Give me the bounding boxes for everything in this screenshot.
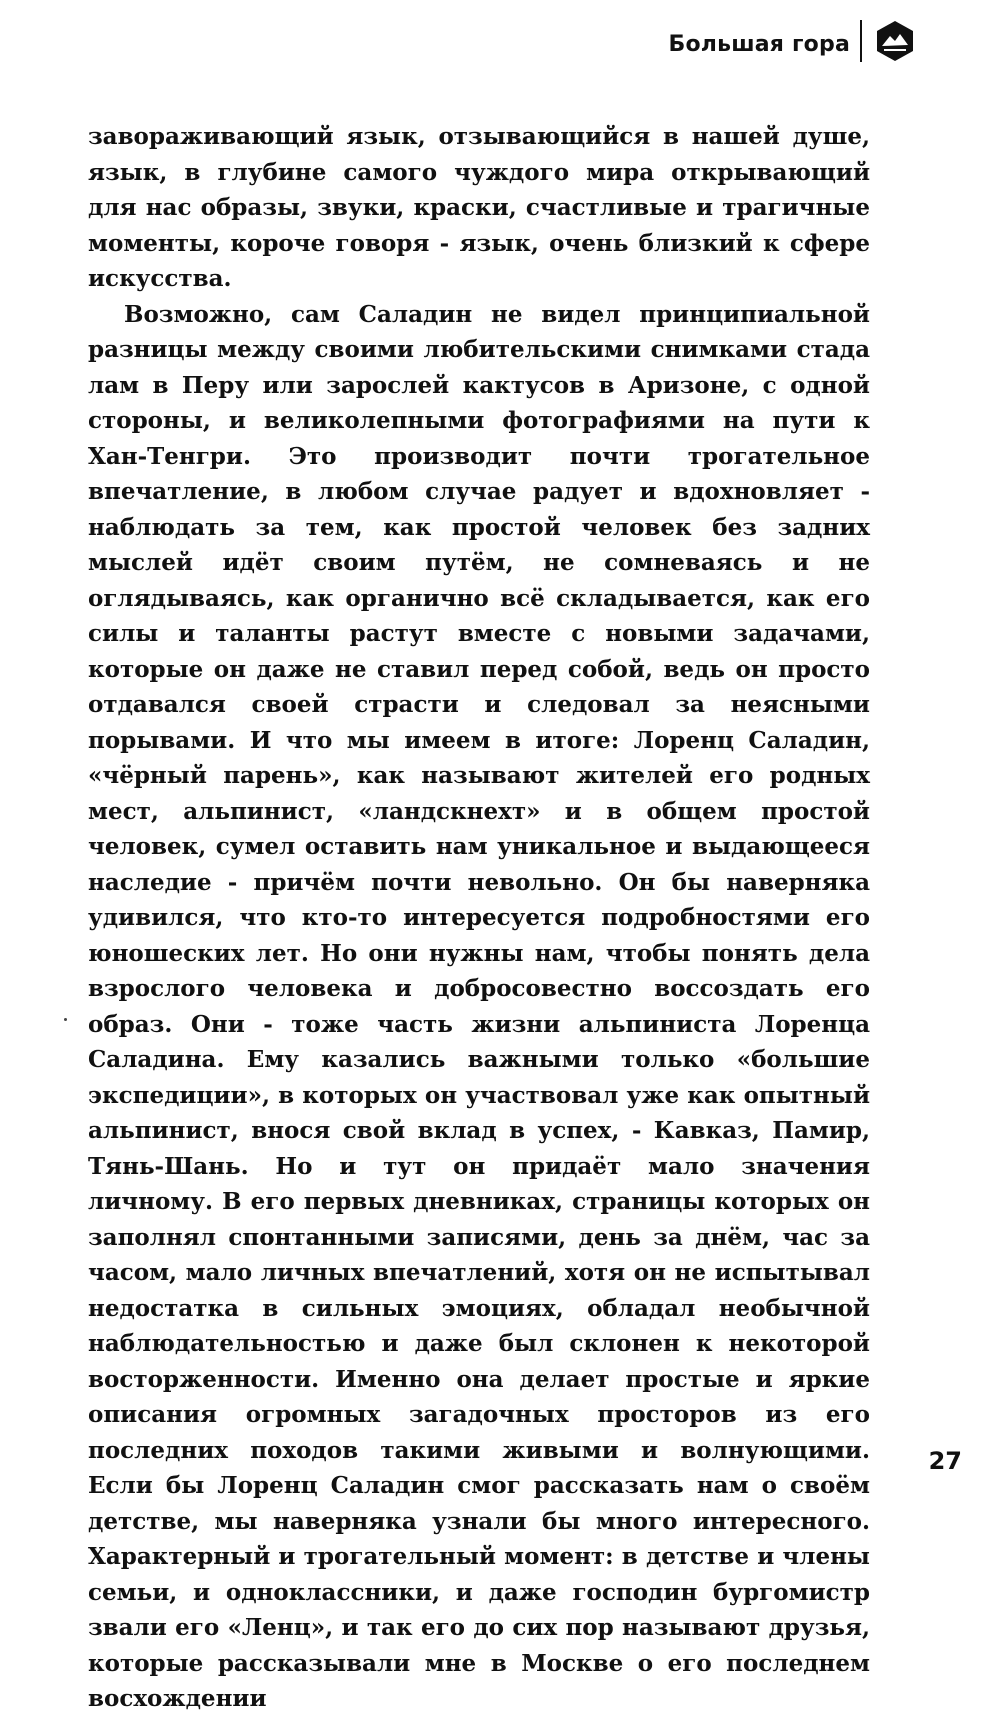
running-header-title: Большая гора (668, 31, 850, 57)
scan-speck (64, 1018, 67, 1021)
mountain-logo-icon (872, 18, 918, 64)
page-number: 27 (928, 1447, 962, 1475)
paragraph-continuation: завораживающий язык, отзывающийся в нашей душе, язык, в глубине самого чуждого мира открывающий для нас образы, звуки, краски, счастливые и трагичные моменты, короче говоря - язык, очень близкий к сфере искусства. (88, 123, 870, 292)
running-header (668, 18, 918, 64)
paragraph-main: Возможно, сам Саладин не видел принципиальной разницы между своими любительскими снимками стада лам в Перу или зарослей кактусов в Аризоне, с одной стороны, и великолепными фотографиями на пути к Хан-Тенгри. Это производит почти трогательное впечатление, в любом случае радует и вдохновляет - наблюдать за тем, как простой человек без задних мыслей идёт своим путём, не сомневаясь и не оглядываясь, как органично всё складывается, как его силы и таланты растут вместе с новыми задачами, которые он даже не ставил перед собой, ведь он просто отдавался своей страсти и следовал за неясными порывами. И что мы имеем в итоге: Лоренц Саладин, «чёрный парень», как называют жителей его родных мест, альпинист, «ландскнехт» и в общем простой человек, сумел оставить нам уникальное и выдающееся наследие - причём почти невольно. Он бы наверняка удивился, что кто-то интересуется подробностями его юношеских лет. Но они нужны нам, чтобы понять дела взрослого человека и добросовестно воссоздать его образ. Они - тоже часть жизни альпиниста Лоренца Саладина. Ему казались важными только «большие экспедиции», в которых он участвовал уже как опытный альпинист, внося свой вклад в успех, - Кавказ, Памир, Тянь-Шань. Но и тут он придаёт мало значения личному. В его первых дневниках, страницы которых он заполнял спонтанными записями, день за днём, час за часом, мало личных впечатлений, хотя он не испытывал недостатка в сильных эмоциях, обладал необычной наблюдательностью и даже был склонен к некоторой восторженности. Именно она делает простые и яркие описания огромных загадочных просторов из его последних походов такими живыми и волнующими. Если бы Лоренц Саладин смог рассказать нам о своём детстве, мы наверняка узнали бы много интересного. Характерный и трогательный момент: в детстве и члены семьи, и одноклассники, и даже господин бургомистр звали его «Ленц», и так его до сих пор называют друзья, которые рассказывали мне в Москве о его последнем восхождении (88, 300, 870, 1712)
header-divider (860, 20, 862, 62)
body-text (88, 119, 870, 1717)
